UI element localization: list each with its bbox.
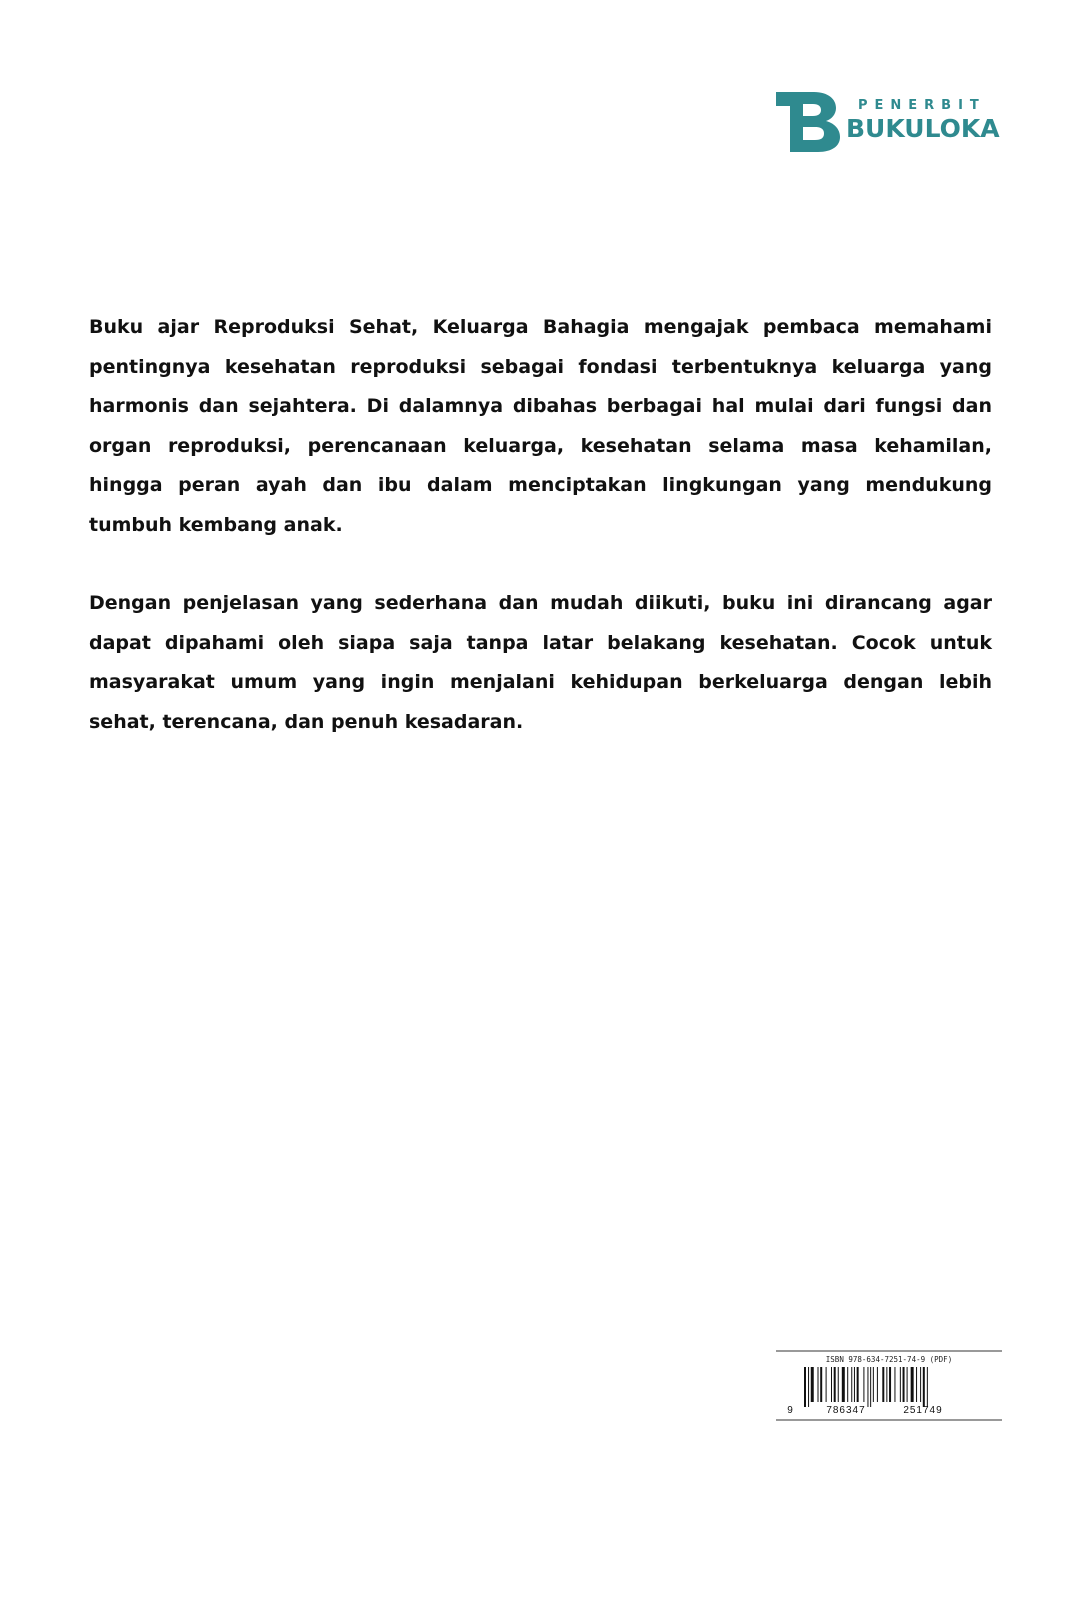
isbn-barcode — [776, 1350, 1002, 1420]
publisher-tagline: PENERBIT — [858, 98, 986, 113]
barcode-bar — [834, 1367, 836, 1402]
barcode-digits-right: 251749 — [903, 1405, 943, 1416]
barcode-bar — [820, 1367, 822, 1402]
barcode-bar — [826, 1367, 827, 1402]
barcode-bar — [927, 1367, 928, 1407]
barcode-bar — [923, 1367, 925, 1407]
barcode-bar — [854, 1367, 855, 1402]
barcode-bar — [842, 1367, 845, 1402]
book-blurb — [89, 308, 992, 781]
barcode-bar — [863, 1367, 864, 1402]
barcode-bar — [873, 1367, 874, 1402]
barcode-bar — [886, 1367, 887, 1402]
barcode-graphic — [776, 1350, 1002, 1422]
barcode-digits-left: 786347 — [826, 1405, 866, 1416]
barcode-bar — [882, 1367, 884, 1402]
barcode-bar — [903, 1367, 905, 1402]
barcode-bar — [804, 1367, 806, 1407]
barcode-bar — [911, 1367, 914, 1402]
barcode-bar — [857, 1367, 859, 1402]
barcode-digit-first: 9 — [787, 1405, 793, 1416]
barcode-bar — [867, 1367, 868, 1407]
bukuloka-b-mark-icon — [776, 92, 840, 152]
barcode-bar — [894, 1367, 895, 1402]
publisher-name: BUKULOKA — [846, 114, 1000, 143]
barcode-bar — [847, 1367, 848, 1402]
barcode-bar — [889, 1367, 891, 1402]
barcode-bar — [920, 1367, 921, 1402]
isbn-label: ISBN 978-634-7251-74-9 (PDF) — [825, 1355, 953, 1364]
barcode-bar — [870, 1367, 871, 1407]
barcode-bars — [804, 1367, 928, 1407]
barcode-bar — [916, 1367, 917, 1402]
barcode-bar — [838, 1367, 839, 1402]
barcode-bar — [851, 1367, 852, 1402]
barcode-bar — [877, 1367, 878, 1402]
barcode-bar — [811, 1367, 814, 1402]
barcode-bar — [808, 1367, 809, 1407]
barcode-bar — [831, 1367, 832, 1402]
barcode-bar — [907, 1367, 908, 1402]
barcode-bar — [900, 1367, 901, 1402]
publisher-logo — [776, 92, 1000, 154]
blurb-paragraph-1: Buku ajar Reproduksi Sehat, Keluarga Bahagia mengajak pembaca memahami pentingnya kesehatan reproduksi sebagai fondasi terbentuknya keluarga yang harmonis dan sejahtera. Di dalamnya dibahas berbagai hal mulai dari fungsi dan organ reproduksi, perencanaan keluarga, kesehatan selama masa kehamilan, hingga peran ayah dan ibu dalam menciptakan lingkungan yang mendukung tumbuh kembang anak. — [89, 316, 992, 536]
barcode-bar — [818, 1367, 819, 1402]
blurb-paragraph-2: Dengan penjelasan yang sederhana dan mudah diikuti, buku ini dirancang agar dapat dipahami oleh siapa saja tanpa latar belakang kesehatan. Cocok untuk masyarakat umum yang ingin menjalani kehidupan berkeluarga dengan lebih sehat, terencana, dan penuh kesadaran. — [89, 592, 992, 733]
